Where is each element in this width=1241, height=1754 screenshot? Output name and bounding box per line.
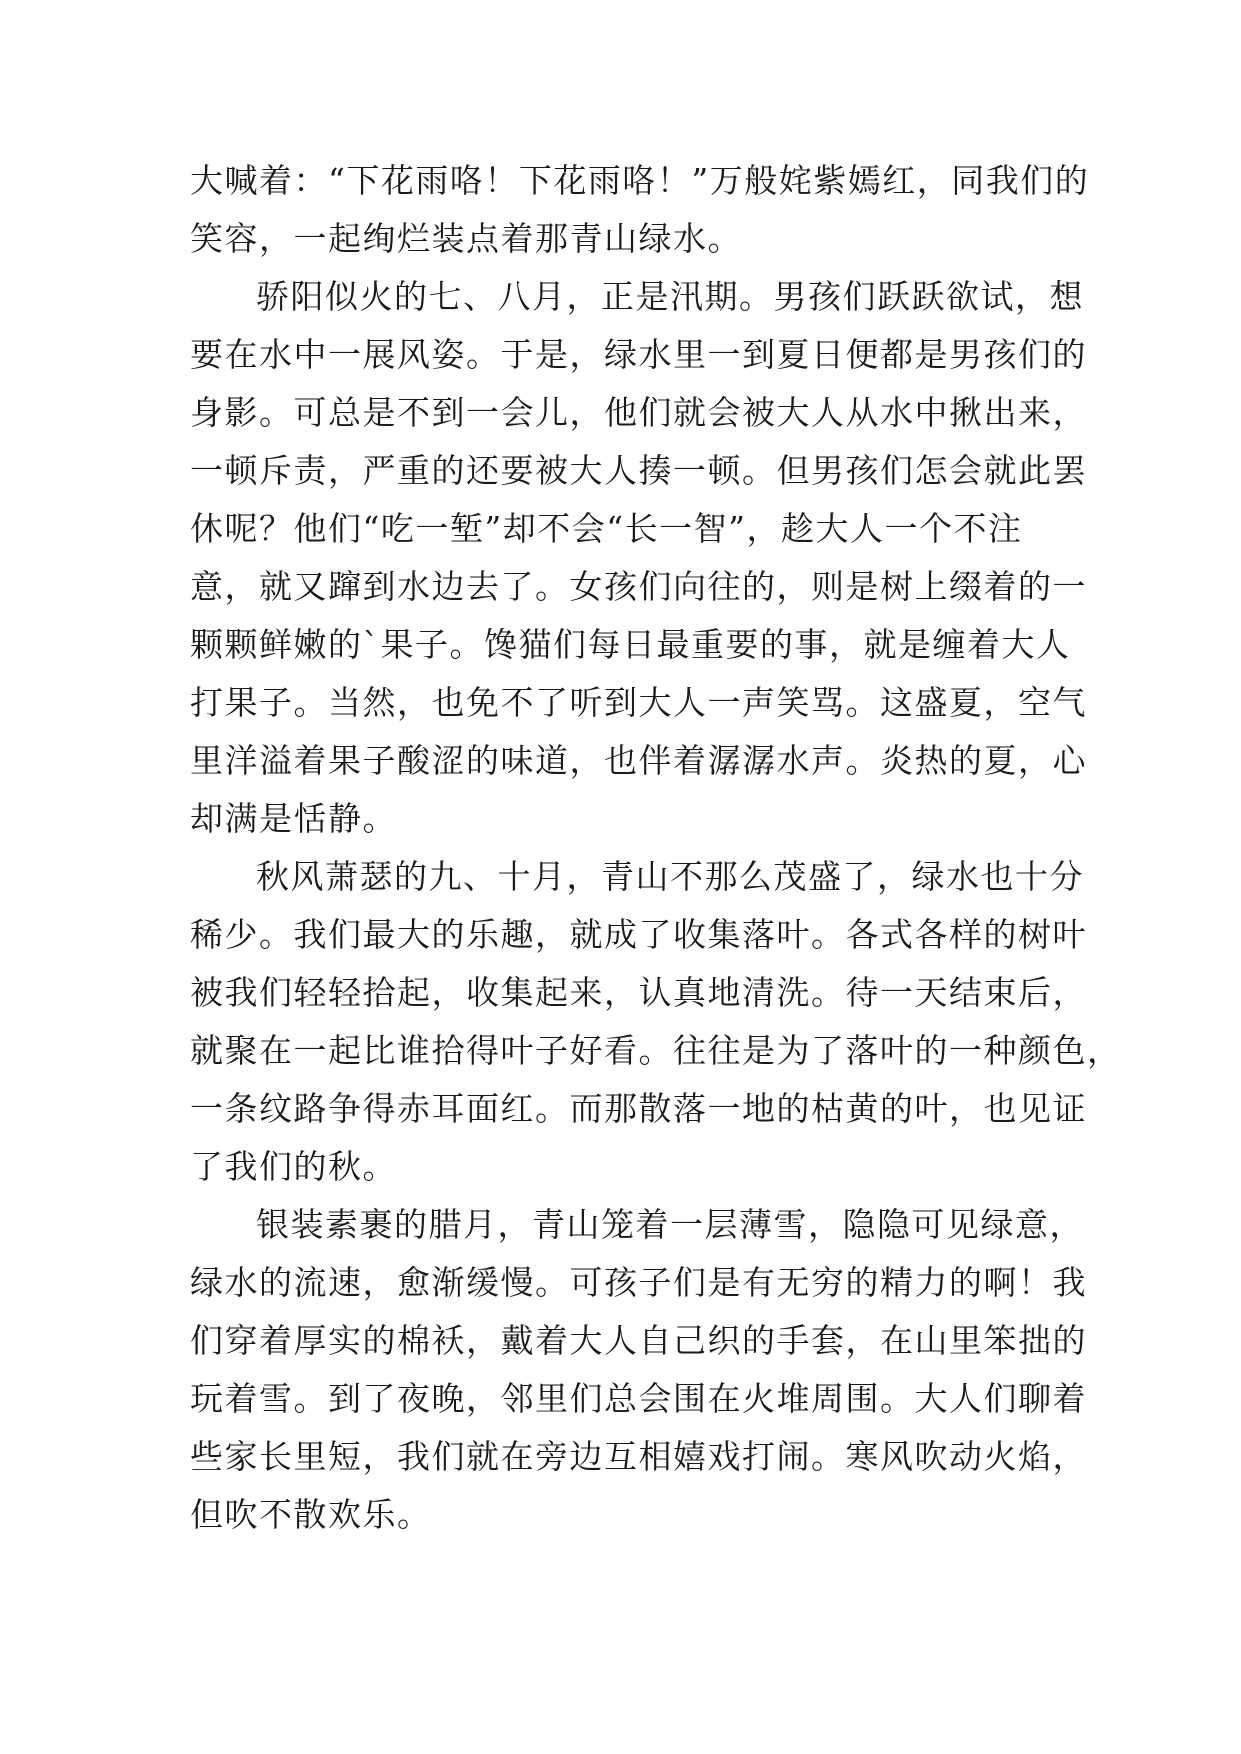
document-page (190, 152, 1122, 1544)
text-line: 骄阳似火的七、八月，正是汛期。男孩们跃跃欲试，想 (256, 277, 1084, 316)
paragraph-summer (190, 268, 1087, 848)
text-line: 要在水中一展风姿。于是，绿水里一到夏日便都是男孩们的 (190, 335, 1087, 374)
text-line: 却满是恬静。 (190, 799, 397, 838)
text-line: 一顿斥责，严重的还要被大人揍一顿。但男孩们怎会就此罢 (190, 451, 1087, 490)
text-line: 身影。可总是不到一会儿，他们就会被大人从水中揪出来， (190, 393, 1087, 432)
paragraph-spring (190, 152, 1090, 268)
text-line: 绿水的流速，愈渐缓慢。可孩子们是有无穷的精力的啊！我 (190, 1263, 1087, 1302)
text-line: 稀少。我们最大的乐趣，就成了收集落叶。各式各样的树叶 (190, 915, 1087, 954)
text-line: 就聚在一起比谁拾得叶子好看。往往是为了落叶的一种颜色， (190, 1031, 1122, 1070)
text-line: 大喊着：“下花雨咯！下花雨咯！”万般姹紫嫣红，同我们的 (190, 161, 1090, 200)
text-line: 休呢？他们“吃一堑”却不会“长一智”，趁大人一个不注 (190, 509, 1023, 548)
text-line: 里洋溢着果子酸涩的味道，也伴着潺潺水声。炎热的夏，心 (190, 741, 1087, 780)
text-line: 笑容，一起绚烂装点着那青山绿水。 (190, 219, 742, 258)
text-line: 被我们轻轻拾起，收集起来，认真地清洗。待一天结束后， (190, 973, 1087, 1012)
paragraph-winter (190, 1196, 1087, 1544)
text-line: 了我们的秋。 (190, 1147, 397, 1186)
text-line: 玩着雪。到了夜晚，邻里们总会围在火堆周围。大人们聊着 (190, 1379, 1087, 1418)
text-line: 银装素裹的腊月，青山笼着一层薄雪，隐隐可见绿意， (256, 1205, 1084, 1244)
text-line: 秋风萧瑟的九、十月，青山不那么茂盛了，绿水也十分 (256, 857, 1084, 896)
text-line: 打果子。当然，也免不了听到大人一声笑骂。这盛夏，空气 (190, 683, 1087, 722)
text-line: 些家长里短，我们就在旁边互相嬉戏打闹。寒风吹动火焰， (190, 1437, 1087, 1476)
text-line: 但吹不散欢乐。 (190, 1495, 432, 1534)
text-line: 们穿着厚实的棉袄，戴着大人自己织的手套，在山里笨拙的 (190, 1321, 1087, 1360)
text-line: 一条纹路争得赤耳面红。而那散落一地的枯黄的叶，也见证 (190, 1089, 1087, 1128)
text-line: 意，就又蹿到水边去了。女孩们向往的，则是树上缀着的一 (190, 567, 1087, 606)
text-line: 颗颗鲜嫩的`果子。馋猫们每日最重要的事，就是缠着大人 (190, 625, 1071, 664)
paragraph-autumn (190, 848, 1122, 1196)
